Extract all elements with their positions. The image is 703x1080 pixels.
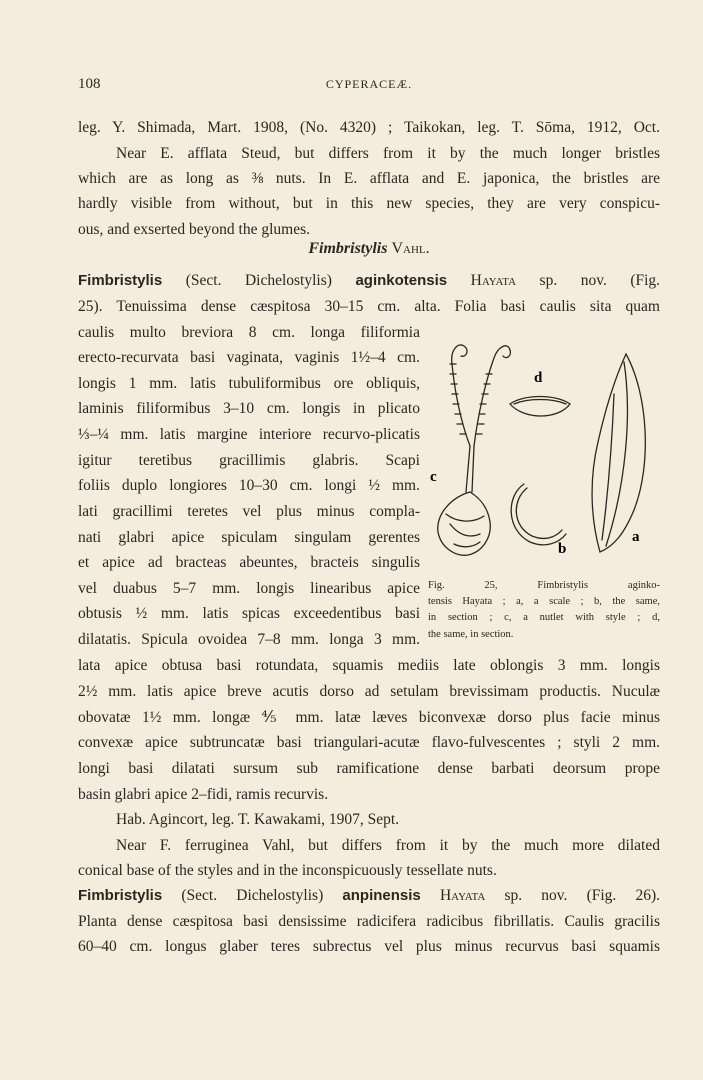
- species-author: Hayata: [439, 887, 486, 904]
- text-line: ous, and exserted beyond the glumes.: [78, 221, 311, 238]
- text-line: 25). Tenuissima dense cæspitosa 30–15 cm. alta. Folia basi caulis sita quam: [78, 298, 660, 315]
- text-line: longi basi dilatati sursum sub ramificatione dense barbati deorsum prope: [78, 760, 660, 777]
- text-line: hardly visible from without, but in this new species, they are very conspicu-: [78, 195, 660, 212]
- text-line: obovatæ 1½ mm. longæ ⅘ mm. latæ læves biconvexæ dorso plus facie minus: [78, 709, 660, 726]
- text-line: caulis multo breviora 8 cm. longa filiformia: [78, 324, 420, 341]
- text-line: Near F. ferruginea Vahl, but differs from it by the much more dilated: [116, 837, 660, 854]
- species-name-line: [78, 885, 660, 907]
- figure-label-a: a: [632, 529, 640, 545]
- text-line: longis 1 mm. latis tubuliformibus ore obliquis,: [78, 375, 420, 392]
- species-author: Hayata: [470, 272, 517, 289]
- text-line: foliis duplo longiores 10–30 cm. longi ½ mm.: [78, 477, 420, 494]
- species-epithet: aginkotensis: [355, 272, 448, 289]
- species-name-line: [78, 270, 660, 292]
- species-genus: Fimbristylis: [78, 887, 163, 904]
- figure-illustration: [428, 334, 664, 586]
- text-line: laminis filiformibus 3–10 cm. longis in plicato: [78, 400, 420, 417]
- botanical-drawing: [428, 334, 664, 586]
- running-head: CYPERACEÆ.: [325, 77, 413, 91]
- text-line: dilatatis. Spicula ovoidea 7–8 mm. longa 3 mm.: [78, 631, 420, 648]
- species-epithet: anpinensis: [342, 887, 421, 904]
- text-line: nati glabri apice spiculam singulam gerentes: [78, 529, 420, 546]
- species-section: (Sect. Dichelostylis): [185, 272, 332, 289]
- text-line: Planta dense cæspitosa basi densissime radicifera radicibus fibrillatis. Caulis gracilis: [78, 913, 660, 930]
- species-section: (Sect. Dichelostylis): [181, 887, 324, 904]
- scale-section-drawing: [511, 484, 566, 545]
- habitat-line: Hab. Agincort, leg. T. Kawakami, 1907, Sept.: [116, 811, 400, 828]
- text-line: lati gracillimi teretes vel plus minus compla-: [78, 503, 420, 520]
- figure-label-d: d: [534, 370, 543, 386]
- text-line: erecto-recurvata basi vaginata, vaginis 1½–4 cm.: [78, 349, 420, 366]
- text-line: lata apice obtusa basi rotundata, squamis mediis late oblongis 3 mm. longis: [78, 657, 660, 674]
- text-line: basin glabri apice 2–fidi, ramis recurvis.: [78, 786, 329, 803]
- text-line: leg. Y. Shimada, Mart. 1908, (No. 4320) ; Taikokan, leg. T. Sōma, 1912, Oct.: [78, 119, 660, 136]
- text-line: which are as long as ⅜ nuts. In E. afflata and E. japonica, the bristles are: [78, 170, 660, 187]
- text-line: 2½ mm. latis apice breve acutis dorso ad setulam brevissimam productis. Nuculæ: [78, 683, 660, 700]
- genus-heading-author: Vahl.: [391, 240, 430, 257]
- nutlet-style-drawing: [438, 492, 491, 555]
- text-line: et apice ad bracteas abeuntes, bracteis singulis: [78, 554, 420, 571]
- text-line: convexæ apice subtruncatæ basi triangulari-acutæ flavo-fulvescentes ; styli 2 mm.: [78, 734, 660, 751]
- text-line: igitur teretibus gracillimis glabris. Scapi: [78, 452, 420, 469]
- text-line: Near E. afflata Steud, but differs from it by the much longer bristles: [116, 145, 660, 162]
- text-line: conical base of the styles and in the inconspicuously tessellate nuts.: [78, 862, 497, 879]
- page-number: 108: [78, 76, 101, 92]
- figure-label-b: b: [558, 541, 567, 557]
- text-line: ⅓–¼ mm. latis margine interiore recurvo-plicatis: [78, 426, 420, 443]
- genus-heading: [78, 240, 660, 258]
- figure-caption-line: the same, in section.: [428, 629, 514, 640]
- figure-caption-line: in section ; c, a nutlet with style ; d,: [428, 612, 660, 623]
- page-header: [78, 76, 660, 98]
- species-suffix: sp. nov. (Fig.: [539, 272, 661, 289]
- text-line: obtusis ½ mm. latis spicas exceedentibus basi: [78, 605, 420, 622]
- figure-label-c: c: [430, 469, 437, 485]
- text-line: 60–40 cm. longus glaber teres subrectus vel plus minus recurvus basi squamis: [78, 938, 660, 955]
- text-line: vel duabus 5–7 mm. longis linearibus apice: [78, 580, 420, 597]
- species-suffix: sp. nov. (Fig. 26).: [504, 887, 661, 904]
- genus-heading-name: Fimbristylis: [308, 240, 388, 257]
- species-genus: Fimbristylis: [78, 272, 163, 289]
- figure-caption-line: tensis Hayata ; a, a scale ; b, the same,: [428, 596, 660, 607]
- scale-drawing: [592, 354, 645, 552]
- figure-caption-line: Fig. 25, Fimbristylis aginko-: [428, 580, 660, 591]
